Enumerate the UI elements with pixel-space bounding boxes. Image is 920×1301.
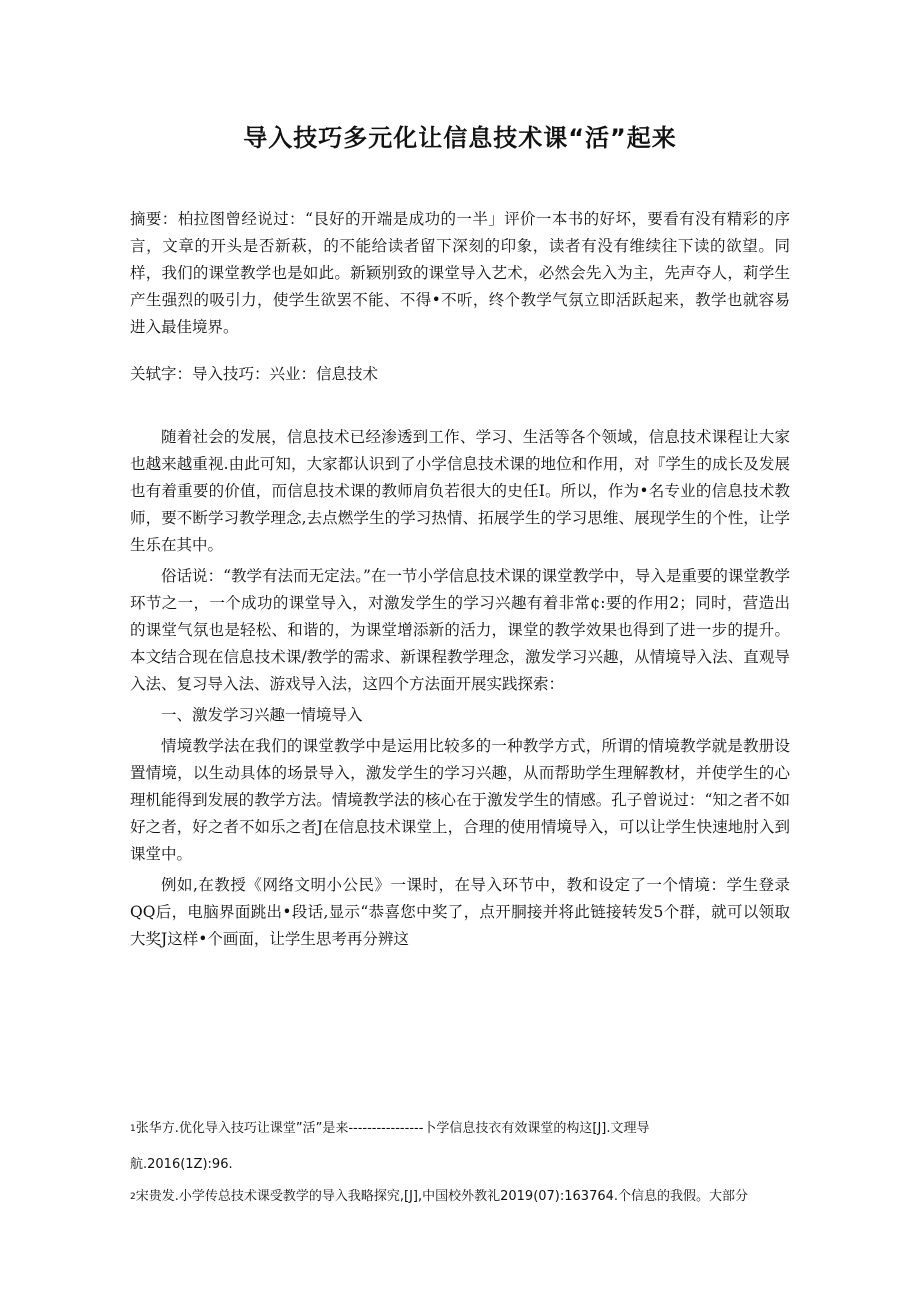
page-title: 导入技巧多元化让信息技术课“活”起来: [243, 124, 677, 152]
body-text: [130, 424, 790, 953]
footnote-1: [130, 1118, 820, 1140]
footnotes: [130, 1118, 820, 1222]
footnote-2: [130, 1186, 820, 1208]
paragraph: 俗话说：“教学有法而无定法。”在一节小学信息技术课的课堂教学中，导入是重要的课堂教学环节之一，一个成功的课堂导入，对激发学生的学习兴趣有着非常¢:要的作用2；同时，营造出的课堂气氛也是轻松、和谐的，为课堂增添新的活力，课堂的教学效果也得到了进一步的提升。本文结合现在信息技术课/教学的需求、新课程教学理念，激发学习兴趣，从情境导入法、直观导入法、复习导入法、游戏导入法，这四个方法面开展实践探索：: [130, 567, 790, 693]
footnote-text: 宋贵发.小学传总技术课受教学的导入我略探究,[J],中国校外教礼2019(07):163764.个信息的我假。大部分: [135, 1189, 749, 1204]
footnote-1-continued: 航.2016(1Z):96.: [130, 1157, 233, 1172]
keywords: 关轼字：导入技巧：兴业：信息技术: [130, 365, 379, 383]
paragraph: 例如,在教授《网络文明小公民》一课时，在导入环节中，教和设定了一个情境：学生登录QQ后，电脑界面跳出•段话,显示“恭喜您中奖了，点开胴接并将此链接转发5个群，就可以领取大奖J这样•个画面，让学生思考再分辨这: [130, 876, 790, 948]
section-heading: 一、激发学习兴趣一情境导入: [161, 706, 363, 724]
footnote-text: 张华方.优化导入技巧让课堂”活”是来----------------卜学信息技衣有效课堂的构这[J].文理导: [135, 1121, 650, 1136]
footnote-marker: 2: [130, 1192, 136, 1202]
paragraph: 随着社会的发展，信息技术已经渗透到工作、学习、生活等各个领域，信息技术课程让大家也越来越重视.由此可知，大家都认识到了小学信息技术课的地位和作用，对『学生的成长及发展也有着重要的价值，而信息技术课的教师肩负若很大的史任I。所以，作为•名专业的信息技术教师，要不断学习教学理念,去点燃学生的学习热情、拓展学生的学习思维、展现学生的个性，让学生乐在其中。: [130, 428, 790, 554]
footnote-marker: 1: [130, 1124, 136, 1134]
paragraph: 情境教学法在我们的课堂教学中是运用比较多的一种教学方式，所谓的情境教学就是教册设置情境，以生动具体的场景导入，激发学生的学习兴趣，从而帮助学生理解教材，并使学生的心理机能得到发展的教学方法。情境教学法的核心在于激发学生的情感。孔子曾说过：“知之者不如好之者，好之者不如乐之者J在信息技术课堂上，合理的使用情境导入，可以让学生快速地肘入到课堂中。: [130, 737, 790, 863]
abstract: 摘要：柏拉图曾经说过：“艮好的开端是成功的一半」评价一本书的好坏，要看有没有精彩的序言，文章的开头是否新萩，的不能给读者留下深刻的印象，读者有没有维续往下读的欲望。同样，我们的课堂教学也是如此。新颖别致的课堂导入艺术，必然会先入为主，先声夺人，莉学生产生强烈的吸引力，使学生欲罢不能、不得•不听，终个教学气氛立即活跃起来，教学也就容易进入最佳境界。: [130, 210, 790, 336]
